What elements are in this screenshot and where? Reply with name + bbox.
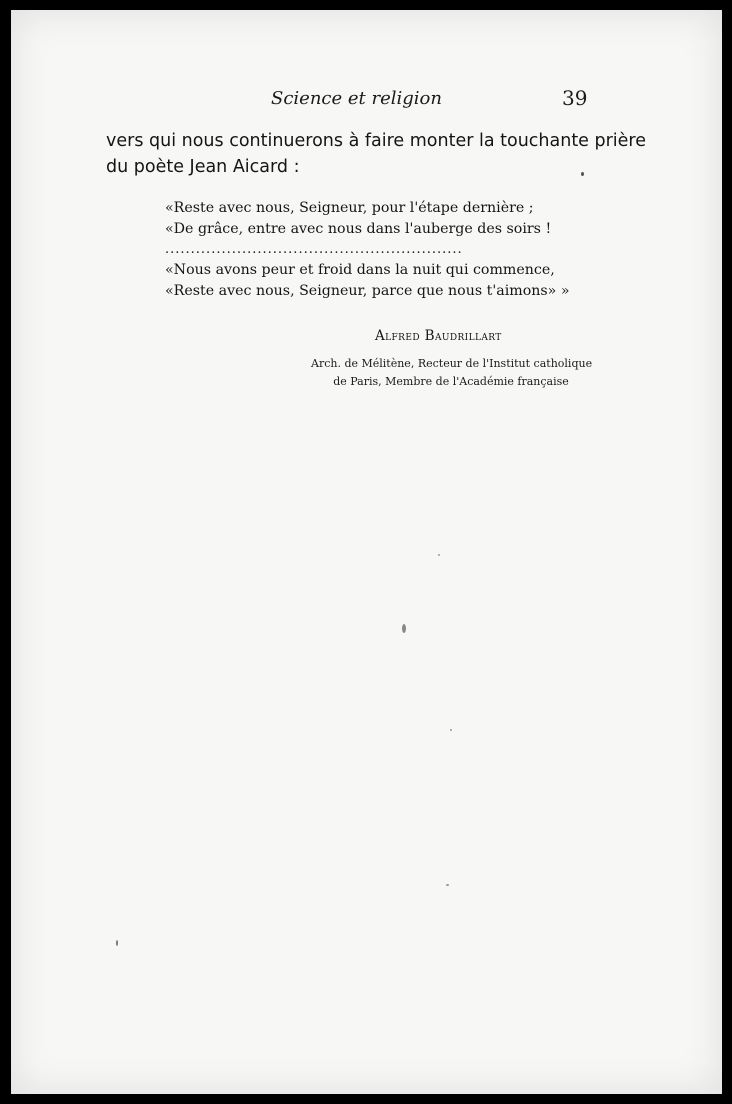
body-paragraph [106,128,647,180]
poem-quotation [165,198,585,302]
scan-speck [402,624,406,633]
page-number: 39 [562,86,588,110]
poem-ellipsis: .......................................................... [165,242,463,257]
scan-speck [581,172,584,176]
poem-verse: «De grâce, entre avec nous dans l'auberge des soirs ! [165,221,552,237]
scan-speck [450,729,452,731]
poem-verse: «Reste avec nous, Seigneur, pour l'étape dernière ; [165,200,534,216]
credentials-line: Arch. de Mélitène, Recteur de l'Institut catholique [311,357,593,370]
author-signature: Alfred Baudrillart [375,328,502,344]
poem-verse: «Nous avons peur et froid dans la nuit qui commence, [165,262,555,278]
body-line: du poète Jean Aicard : [106,157,300,177]
scan-speck [446,884,449,886]
running-head [11,86,722,114]
body-line: vers qui nous continuerons à faire monter la touchante prière [106,131,647,151]
running-title: Science et religion [271,88,442,109]
scan-speck [438,554,440,556]
book-page [11,10,722,1094]
poem-verse: «Reste avec nous, Seigneur, parce que nous t'aimons» » [165,283,570,299]
credentials-line: de Paris, Membre de l'Académie française [333,375,569,388]
author-credentials [311,355,591,391]
scan-speck [116,940,118,946]
